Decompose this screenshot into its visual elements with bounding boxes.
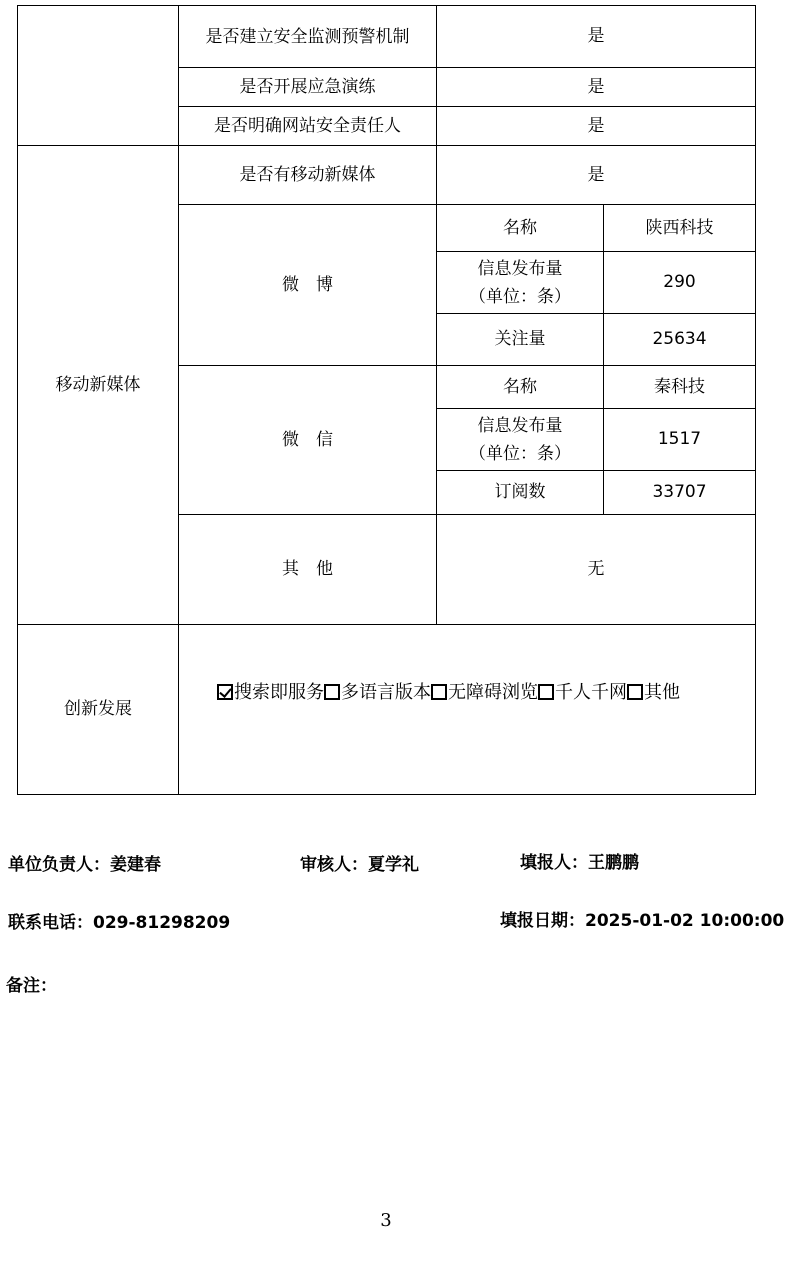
weibo-posts-label-line1: 信息发布量 bbox=[477, 258, 563, 279]
wechat-subs: 33707 bbox=[604, 471, 756, 515]
option-accessibility bbox=[431, 682, 538, 703]
wechat-label: 微 信 bbox=[179, 366, 437, 515]
reviewer-name: 夏学礼 bbox=[368, 855, 419, 875]
wechat-posts-label-line1: 信息发布量 bbox=[477, 415, 563, 436]
remark-label: 备注： bbox=[6, 976, 57, 996]
weibo-follow: 25634 bbox=[604, 314, 756, 366]
reviewer-line bbox=[300, 850, 419, 875]
phone-number: 029-81298209 bbox=[93, 913, 231, 933]
leader-line bbox=[8, 850, 161, 875]
checkbox-search-service-icon[interactable] bbox=[217, 684, 233, 700]
report-table bbox=[17, 5, 756, 795]
owner-answer: 是 bbox=[437, 107, 756, 146]
option-multilingual-label: 多语言版本 bbox=[341, 682, 431, 703]
leader-name: 姜建春 bbox=[110, 855, 161, 875]
innovation-options bbox=[179, 625, 756, 795]
innovation-section-label: 创新发展 bbox=[18, 625, 179, 795]
checkbox-multilingual-icon[interactable] bbox=[324, 684, 340, 700]
remark-line bbox=[6, 971, 57, 996]
mobile-section-label: 移动新媒体 bbox=[18, 146, 179, 625]
other-value: 无 bbox=[437, 515, 756, 625]
weibo-posts: 290 bbox=[604, 252, 756, 314]
empty-section-cell bbox=[18, 6, 179, 146]
wechat-subs-label: 订阅数 bbox=[437, 471, 604, 515]
filler-label: 填报人： bbox=[520, 853, 588, 873]
weibo-follow-label: 关注量 bbox=[437, 314, 604, 366]
weibo-posts-label bbox=[437, 252, 604, 314]
date-value: 2025-01-02 10:00:00 bbox=[585, 911, 785, 931]
phone-label: 联系电话： bbox=[8, 913, 93, 933]
date-line bbox=[500, 906, 784, 931]
other-label: 其 他 bbox=[179, 515, 437, 625]
owner-question: 是否明确网站安全责任人 bbox=[179, 107, 437, 146]
leader-label: 单位负责人： bbox=[8, 855, 110, 875]
option-search-service bbox=[217, 682, 324, 703]
drill-question: 是否开展应急演练 bbox=[179, 68, 437, 107]
option-personalized-label: 千人千网 bbox=[555, 682, 627, 703]
wechat-name: 秦科技 bbox=[604, 366, 756, 409]
wechat-posts: 1517 bbox=[604, 409, 756, 471]
has-mobile-question: 是否有移动新媒体 bbox=[179, 146, 437, 205]
weibo-label: 微 博 bbox=[179, 205, 437, 366]
monitor-answer: 是 bbox=[437, 6, 756, 68]
reviewer-label: 审核人： bbox=[300, 855, 368, 875]
weibo-name-label: 名称 bbox=[437, 205, 604, 252]
wechat-name-label: 名称 bbox=[437, 366, 604, 409]
weibo-posts-label-line2: （单位：条） bbox=[469, 286, 571, 307]
phone-line bbox=[8, 908, 230, 933]
option-other-label: 其他 bbox=[644, 682, 680, 703]
drill-answer: 是 bbox=[437, 68, 756, 107]
has-mobile-answer: 是 bbox=[437, 146, 756, 205]
weibo-name: 陕西科技 bbox=[604, 205, 756, 252]
monitor-question: 是否建立安全监测预警机制 bbox=[179, 6, 437, 68]
checkbox-accessibility-icon[interactable] bbox=[431, 684, 447, 700]
option-other bbox=[627, 682, 680, 703]
option-accessibility-label: 无障碍浏览 bbox=[448, 682, 538, 703]
option-search-service-label: 搜索即服务 bbox=[234, 682, 324, 703]
checkbox-other-icon[interactable] bbox=[627, 684, 643, 700]
filler-name: 王鹏鹏 bbox=[588, 853, 639, 873]
option-multilingual bbox=[324, 682, 431, 703]
filler-line bbox=[520, 848, 639, 873]
wechat-posts-label bbox=[437, 409, 604, 471]
checkbox-personalized-icon[interactable] bbox=[538, 684, 554, 700]
option-personalized bbox=[538, 682, 627, 703]
wechat-posts-label-line2: （单位：条） bbox=[469, 443, 571, 464]
page-number: 3 bbox=[380, 1210, 392, 1231]
date-label: 填报日期： bbox=[500, 911, 585, 931]
